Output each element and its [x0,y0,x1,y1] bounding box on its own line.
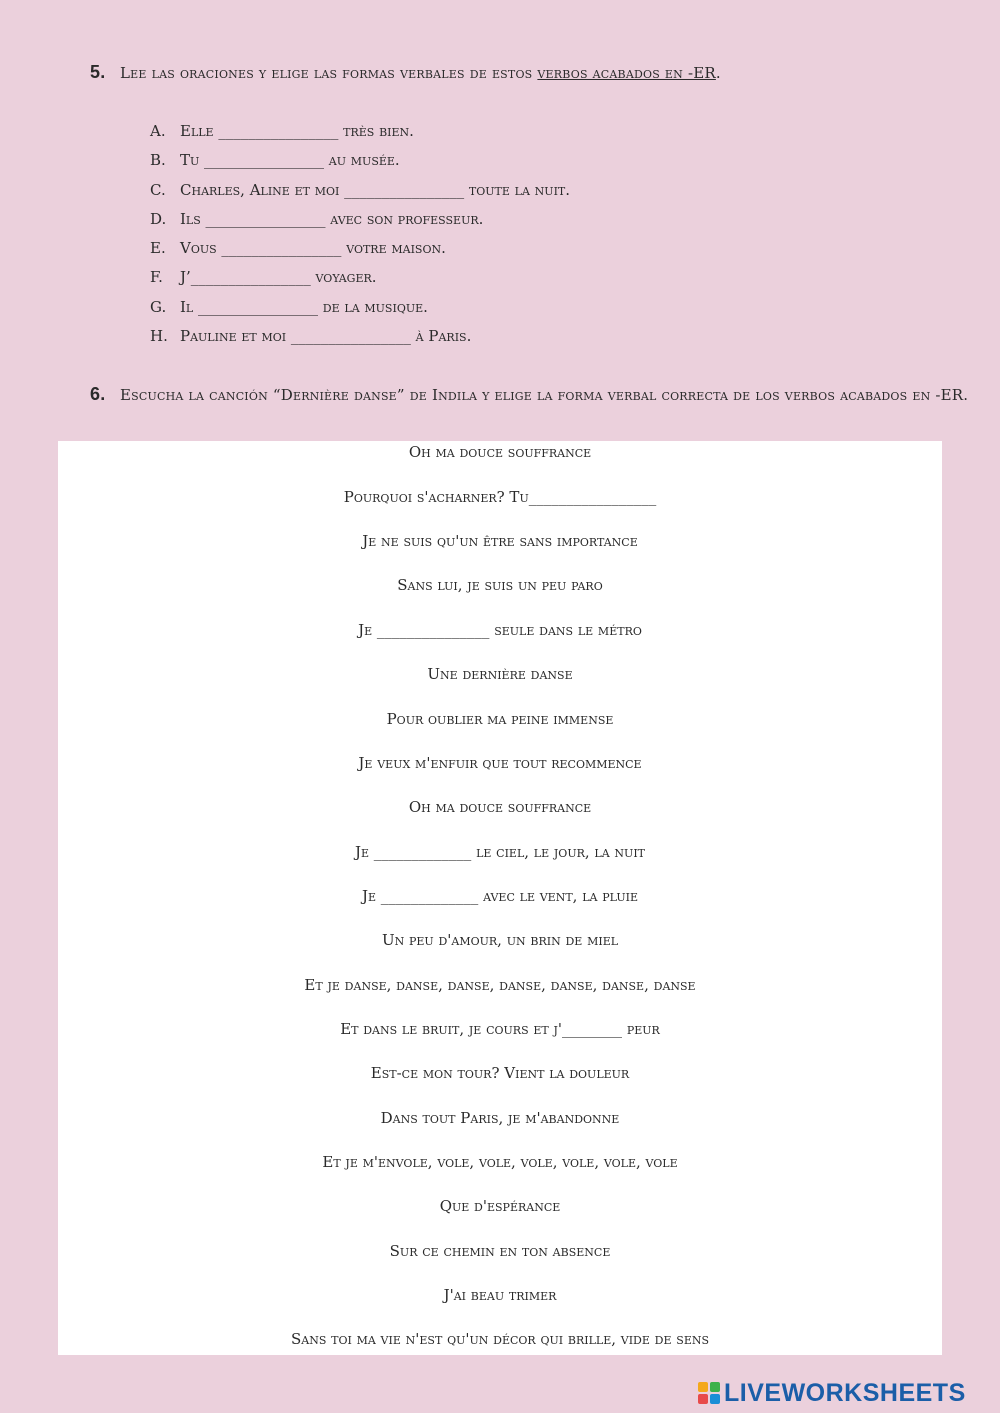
lyric-line: Sans lui, je suis un peu paro [397,576,603,594]
lyric-line: Dans tout Paris, je m'abandonne [380,1109,620,1127]
sentence-text[interactable]: Il ________________ de la musique. [180,297,428,316]
lyric-line: Je ne suis qu'un être sans importance [362,532,638,550]
lyric-line[interactable]: Je _____________ avec le vent, la pluie [362,887,638,905]
sentence-item [150,267,570,296]
exercise-5-heading [90,62,721,83]
sentence-text[interactable]: J’________________ voyager. [180,268,377,287]
sentence-item [150,238,570,267]
exercise-6-heading [90,384,968,405]
lyric-line: Sur ce chemin en ton absence [389,1242,611,1260]
exercise-5-instruction [120,64,721,82]
lyric-line: Est-ce mon tour? Vient la douleur [370,1064,630,1082]
sentence-text[interactable]: Charles, Aline et moi ________________ toute la nuit. [180,180,571,199]
lyric-line[interactable]: Et dans le bruit, je cours et j'________ peur [340,1020,660,1038]
lyric-line: Et je m'envole, vole, vole, vole, vole, vole, vole [322,1153,678,1171]
instruction-underlined-text: verbos acabados en -ER [537,64,716,82]
sentence-text[interactable]: Ils ________________ avec son professeur. [180,209,484,228]
sentence-text[interactable]: Tu ________________ au musée. [180,151,400,170]
sentence-text[interactable]: Elle ________________ très bien. [180,122,414,140]
sentence-item [150,180,570,209]
sentence-text[interactable]: Vous ________________ votre maison. [180,239,446,258]
sentence-letter: E. [150,239,166,258]
logo-squares-icon [698,1382,720,1404]
sentence-letter: D. [150,209,167,228]
liveworksheets-logo[interactable] [698,1380,966,1406]
lyric-line: Oh ma douce souffrance [408,443,592,461]
exercise-6-instruction: Escucha la canción “Dernière danse” de Indila y elige la forma verbal correcta de los verbos acabados en -ER. [120,386,969,404]
sentence-letter: A. [150,122,166,140]
sentence-letter: F. [150,268,163,287]
lyric-line[interactable]: Pourquoi s'acharner? Tu_________________ [343,488,657,506]
lyric-line: Oh ma douce souffrance [408,798,592,816]
sentence-letter: H. [150,327,168,346]
lyric-line[interactable]: Je _____________ le ciel, le jour, la nuit [354,843,646,861]
sentence-item [150,209,570,238]
sentence-item [150,297,570,326]
lyric-line: Que d'espérance [439,1197,561,1215]
sentence-text[interactable]: Pauline et moi ________________ à Paris. [180,327,472,346]
instruction-text: Lee las oraciones y elige las formas verbales de estos [120,64,538,82]
lyric-line: Et je danse, danse, danse, danse, danse, danse, danse [304,976,696,994]
lyric-line: Je veux m'enfuir que tout recommence [358,754,642,772]
lyric-line: J'ai beau trimer [443,1286,557,1304]
exercise-6-number: 6. [90,384,106,404]
lyric-line[interactable]: Je _______________ seule dans le métro [358,621,642,639]
sentence-item [150,150,570,179]
sentence-item [150,326,570,355]
sentence-letter: B. [150,151,166,170]
lyric-line: Une dernière danse [427,665,573,683]
exercise-5-number: 5. [90,62,106,82]
lyric-line: Pour oublier ma peine immense [386,710,614,728]
sentence-item [150,121,570,150]
sentence-letter: G. [150,297,167,316]
sentence-letter: C. [150,180,166,199]
lyrics-box [58,441,942,1355]
lyric-line: Sans toi ma vie n'est qu'un décor qui brille, vide de sens [290,1330,710,1348]
logo-text: LIVEWORKSHEETS [724,1378,966,1407]
exercise-5-sentence-list [150,121,570,355]
lyric-line: Un peu d'amour, un brin de miel [381,931,619,949]
instruction-period: . [715,64,721,82]
